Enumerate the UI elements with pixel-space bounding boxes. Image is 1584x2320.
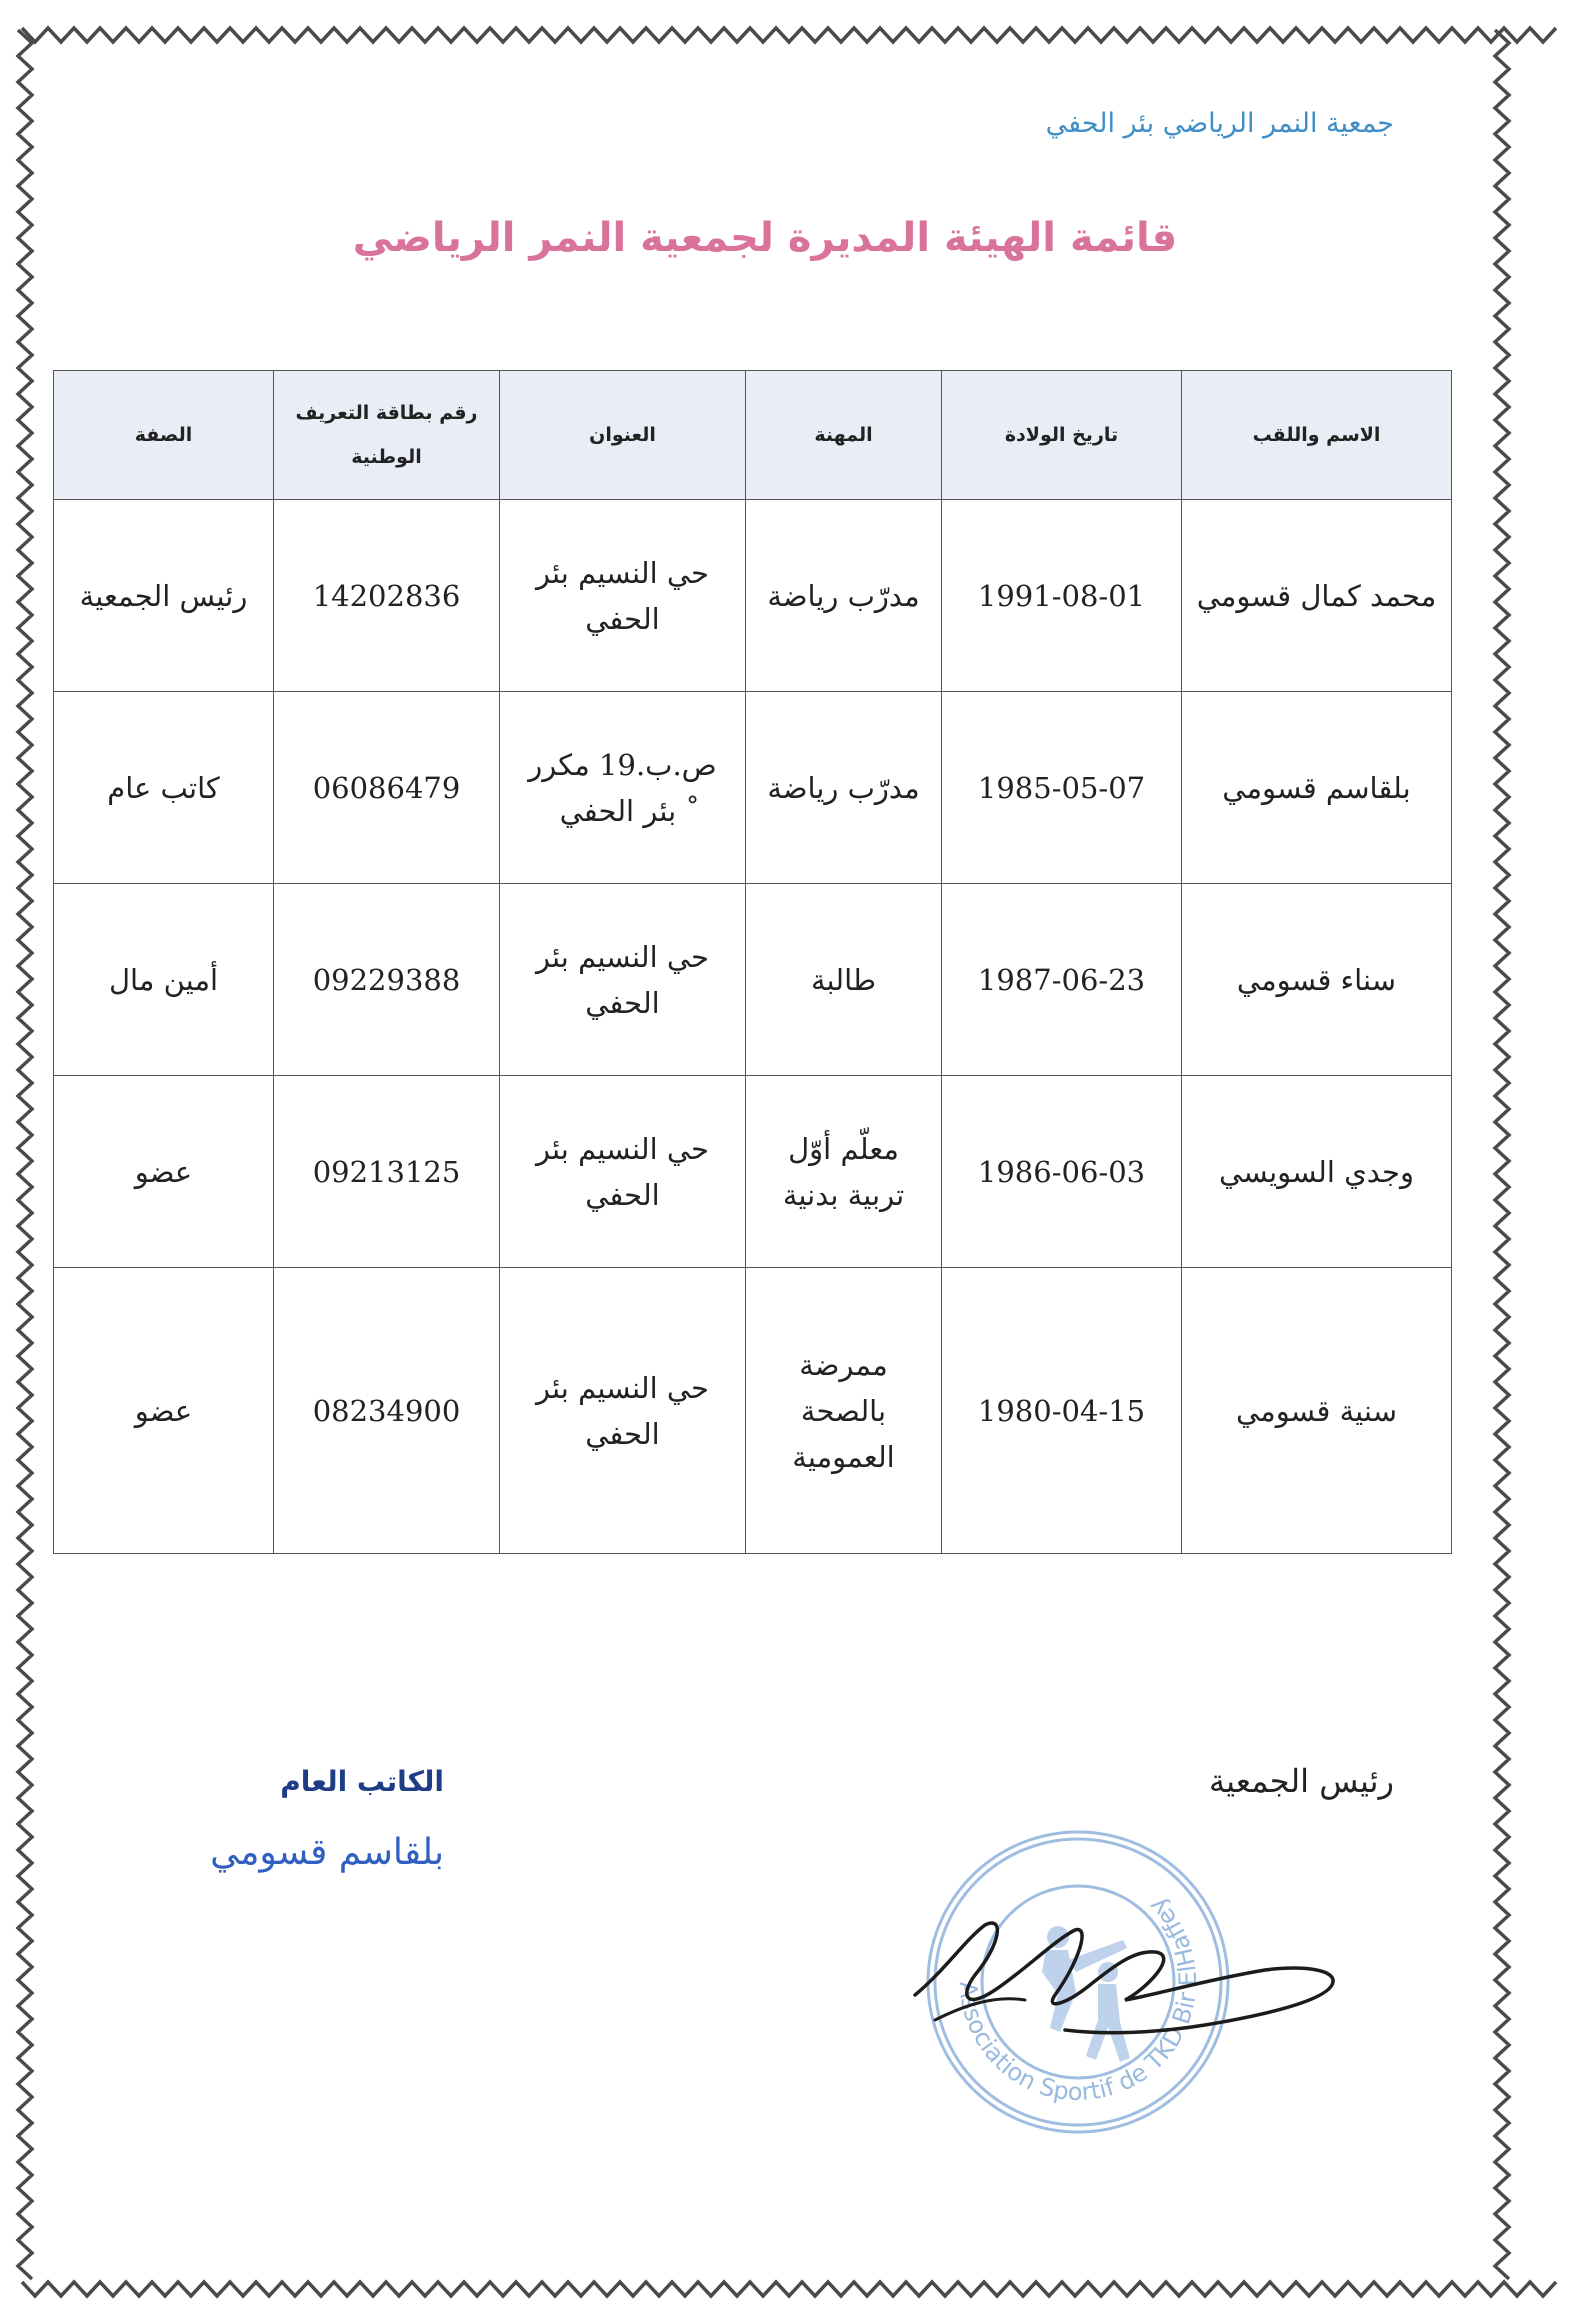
member-job-line: تربية بدنية — [782, 1177, 905, 1212]
member-role: عضو — [54, 1268, 274, 1554]
member-name: وجدي السويسي — [1182, 1076, 1452, 1268]
member-dob: 1986-06-03 — [942, 1076, 1182, 1268]
member-dob: 1991-08-01 — [942, 500, 1182, 692]
member-job — [746, 1076, 942, 1268]
page-title: قائمة الهيئة المديرة لجمعية النمر الرياضي — [352, 215, 1178, 261]
table-header-row — [54, 371, 1452, 500]
header-role: الصفة — [54, 371, 274, 500]
member-name: سناء قسومي — [1182, 884, 1452, 1076]
member-address-line: الحفي — [585, 1416, 660, 1451]
member-address-line: حي النسيم بئر — [536, 1131, 709, 1166]
member-dob: 1985-05-07 — [942, 692, 1182, 884]
member-address-line: حي النسيم بئر — [536, 555, 709, 590]
member-role: رئيس الجمعية — [54, 500, 274, 692]
table-row — [54, 500, 1452, 692]
member-id: 14202836 — [274, 500, 500, 692]
member-job-line: بالصحة — [800, 1393, 887, 1428]
secretary-signature: بلقاسم قسومي — [210, 1832, 444, 1873]
header-address: العنوان — [500, 371, 746, 500]
member-address — [500, 1268, 746, 1554]
member-address-line: الحفي — [585, 1177, 660, 1212]
table-row — [54, 1076, 1452, 1268]
president-title: رئيس الجمعية — [1208, 1762, 1394, 1800]
table-row — [54, 692, 1452, 884]
member-address — [500, 692, 746, 884]
board-members-table — [53, 370, 1452, 1554]
member-name: محمد كمال قسومي — [1182, 500, 1452, 692]
member-address-line: الحفي — [585, 985, 660, 1020]
member-role: كاتب عام — [54, 692, 274, 884]
member-job — [746, 1268, 942, 1554]
member-dob: 1987-06-23 — [942, 884, 1182, 1076]
member-address-line: ْ بئر الحفي — [559, 793, 686, 828]
secretary-title: الكاتب العام — [280, 1765, 444, 1798]
table-row — [54, 1268, 1452, 1554]
member-role: أمين مال — [54, 884, 274, 1076]
header-name: الاسم واللقب — [1182, 371, 1452, 500]
stamp-text: Association Sportif de TKD Bir ElHaffey — [953, 1891, 1203, 2107]
member-id: 06086479 — [274, 692, 500, 884]
member-id: 08234900 — [274, 1268, 500, 1554]
header-dob: تاريخ الولادة — [942, 371, 1182, 500]
member-job-line: مدرّب رياضة — [767, 578, 920, 613]
member-job — [746, 884, 942, 1076]
member-role: عضو — [54, 1076, 274, 1268]
member-job-line: مدرّب رياضة — [767, 770, 920, 805]
member-address-line: حي النسيم بئر — [536, 1370, 709, 1405]
member-job — [746, 500, 942, 692]
table-row — [54, 884, 1452, 1076]
member-address — [500, 884, 746, 1076]
organization-name: جمعية النمر الرياضي بئر الحفي — [1045, 108, 1394, 139]
header-job: المهنة — [746, 371, 942, 500]
member-address-line: ص.ب.19 مكرر — [528, 747, 717, 782]
header-id-line2: الوطنية — [351, 446, 422, 468]
member-id: 09213125 — [274, 1076, 500, 1268]
member-address-line: حي النسيم بئر — [536, 939, 709, 974]
member-address-line: الحفي — [585, 601, 660, 636]
header-id-number — [274, 371, 500, 500]
member-job-line: ممرضة — [799, 1347, 888, 1382]
member-name: سنية قسومي — [1182, 1268, 1452, 1554]
member-job-line: معلّم أوّل — [788, 1131, 899, 1166]
member-name: بلقاسم قسومي — [1182, 692, 1452, 884]
member-job-line: طالبة — [810, 962, 877, 997]
member-job — [746, 692, 942, 884]
header-id-line1: رقم بطاقة التعريف — [295, 402, 478, 424]
member-address — [500, 1076, 746, 1268]
member-dob: 1980-04-15 — [942, 1268, 1182, 1554]
member-address — [500, 500, 746, 692]
president-signature — [905, 1900, 1345, 2060]
member-job-line: العمومية — [792, 1439, 895, 1474]
member-id: 09229388 — [274, 884, 500, 1076]
